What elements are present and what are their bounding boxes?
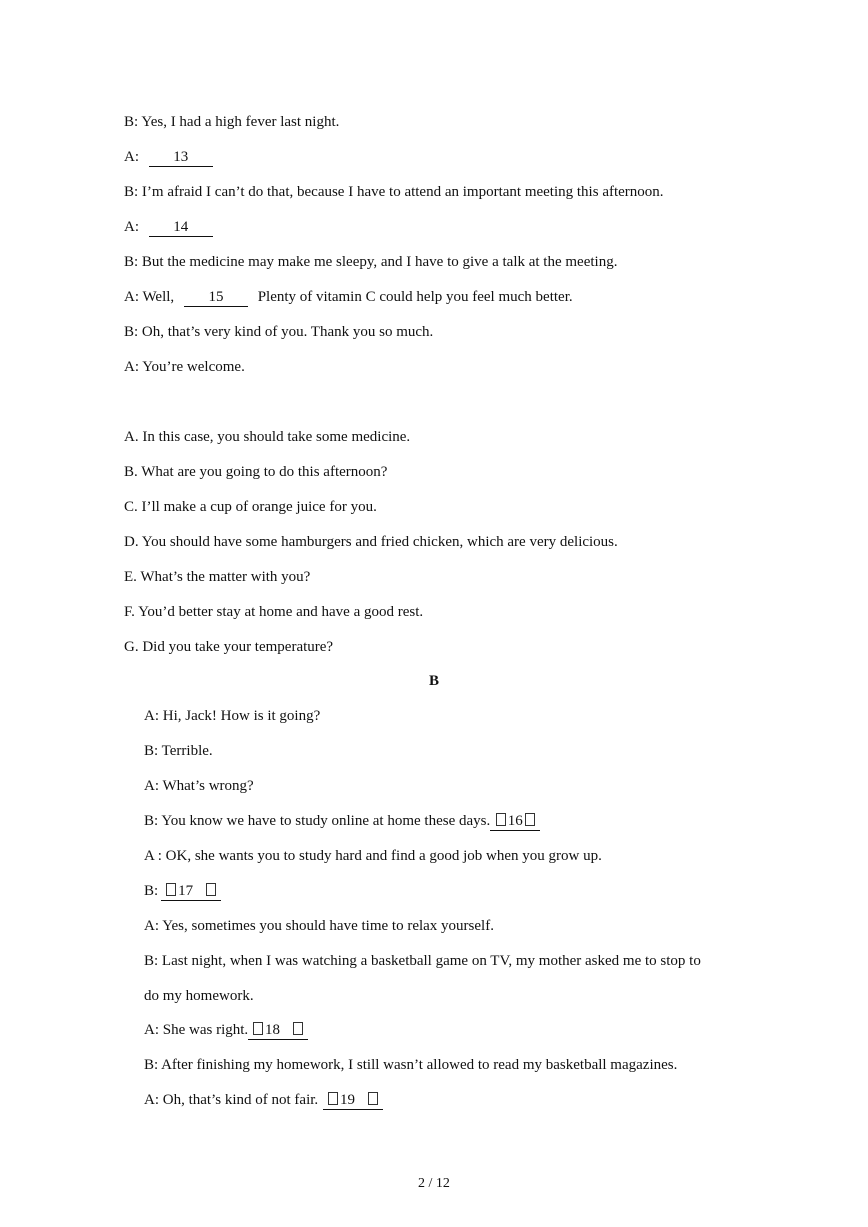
option-d: D. You should have some hamburgers and fried chicken, which are very delicious. [124, 534, 618, 550]
answer-blank-17 [161, 882, 221, 901]
blank-number: 19 [340, 1092, 356, 1108]
dialogue-line [144, 881, 221, 901]
bracket-box-icon [368, 1092, 378, 1105]
bracket-box-icon [293, 1022, 303, 1035]
bracket-box-icon [328, 1092, 338, 1105]
option-c: C. I’ll make a cup of orange juice for you. [124, 499, 377, 515]
dialogue-line: B: Oh, that’s very kind of you. Thank you so much. [124, 324, 434, 340]
speaker-label: A: [124, 219, 139, 235]
bracket-box-icon [525, 813, 535, 826]
speaker-label: A: [124, 149, 139, 165]
option-f: F. You’d better stay at home and have a good rest. [124, 604, 424, 620]
dialogue-line: B: Last night, when I was watching a basketball game on TV, my mother asked me to stop to [144, 953, 701, 969]
dialogue-line: A: What’s wrong? [144, 778, 254, 794]
answer-blank-13: 13 [149, 148, 213, 167]
bracket-box-icon [496, 813, 506, 826]
dialogue-text: A: She was right. [144, 1022, 249, 1038]
dialogue-line: do my homework. [144, 988, 254, 1004]
answer-blank-15: 15 [184, 288, 248, 307]
dialogue-line: A: You’re welcome. [124, 359, 245, 375]
dialogue-text: B: You know we have to study online at home these days. [144, 813, 491, 829]
option-a: A. In this case, you should take some medicine. [124, 429, 411, 445]
dialogue-line: B: But the medicine may make me sleepy, and I have to give a talk at the meeting. [124, 254, 618, 270]
dialogue-line: B: Terrible. [144, 743, 213, 759]
answer-blank-18 [248, 1021, 308, 1040]
answer-blank-19 [323, 1091, 383, 1110]
answer-blank-16 [490, 812, 540, 831]
dialogue-line [144, 1090, 383, 1110]
dialogue-text: Plenty of vitamin C could help you feel much better. [257, 289, 573, 305]
bracket-box-icon [206, 883, 216, 896]
dialogue-line [144, 1020, 308, 1040]
dialogue-line [144, 811, 540, 831]
bracket-box-icon [253, 1022, 263, 1035]
page-number: 2 / 12 [418, 1176, 450, 1191]
dialogue-line [124, 287, 573, 307]
dialogue-line [124, 147, 213, 167]
bracket-box-icon [166, 883, 176, 896]
speaker-label: A: Well, [124, 289, 175, 305]
dialogue-text: A: Oh, that’s kind of not fair. [144, 1092, 319, 1108]
blank-number: 17 [178, 883, 194, 899]
option-b: B. What are you going to do this afternoon? [124, 464, 388, 480]
dialogue-line [124, 217, 213, 237]
speaker-label: B: [144, 883, 159, 899]
option-e: E. What’s the matter with you? [124, 569, 311, 585]
section-heading: B [428, 673, 439, 689]
blank-number: 16 [507, 813, 523, 829]
dialogue-line: A : OK, she wants you to study hard and find a good job when you grow up. [144, 848, 602, 864]
dialogue-line: A: Yes, sometimes you should have time to relax yourself. [144, 918, 494, 934]
answer-blank-14: 14 [149, 218, 213, 237]
dialogue-line: A: Hi, Jack! How is it going? [144, 708, 321, 724]
dialogue-line: B: Yes, I had a high fever last night. [124, 114, 340, 130]
option-g: G. Did you take your temperature? [124, 639, 334, 655]
dialogue-line: B: I’m afraid I can’t do that, because I have to attend an important meeting this afternoon. [124, 184, 664, 200]
blank-number: 18 [265, 1022, 281, 1038]
dialogue-line: B: After finishing my homework, I still wasn’t allowed to read my basketball magazines. [144, 1057, 678, 1073]
